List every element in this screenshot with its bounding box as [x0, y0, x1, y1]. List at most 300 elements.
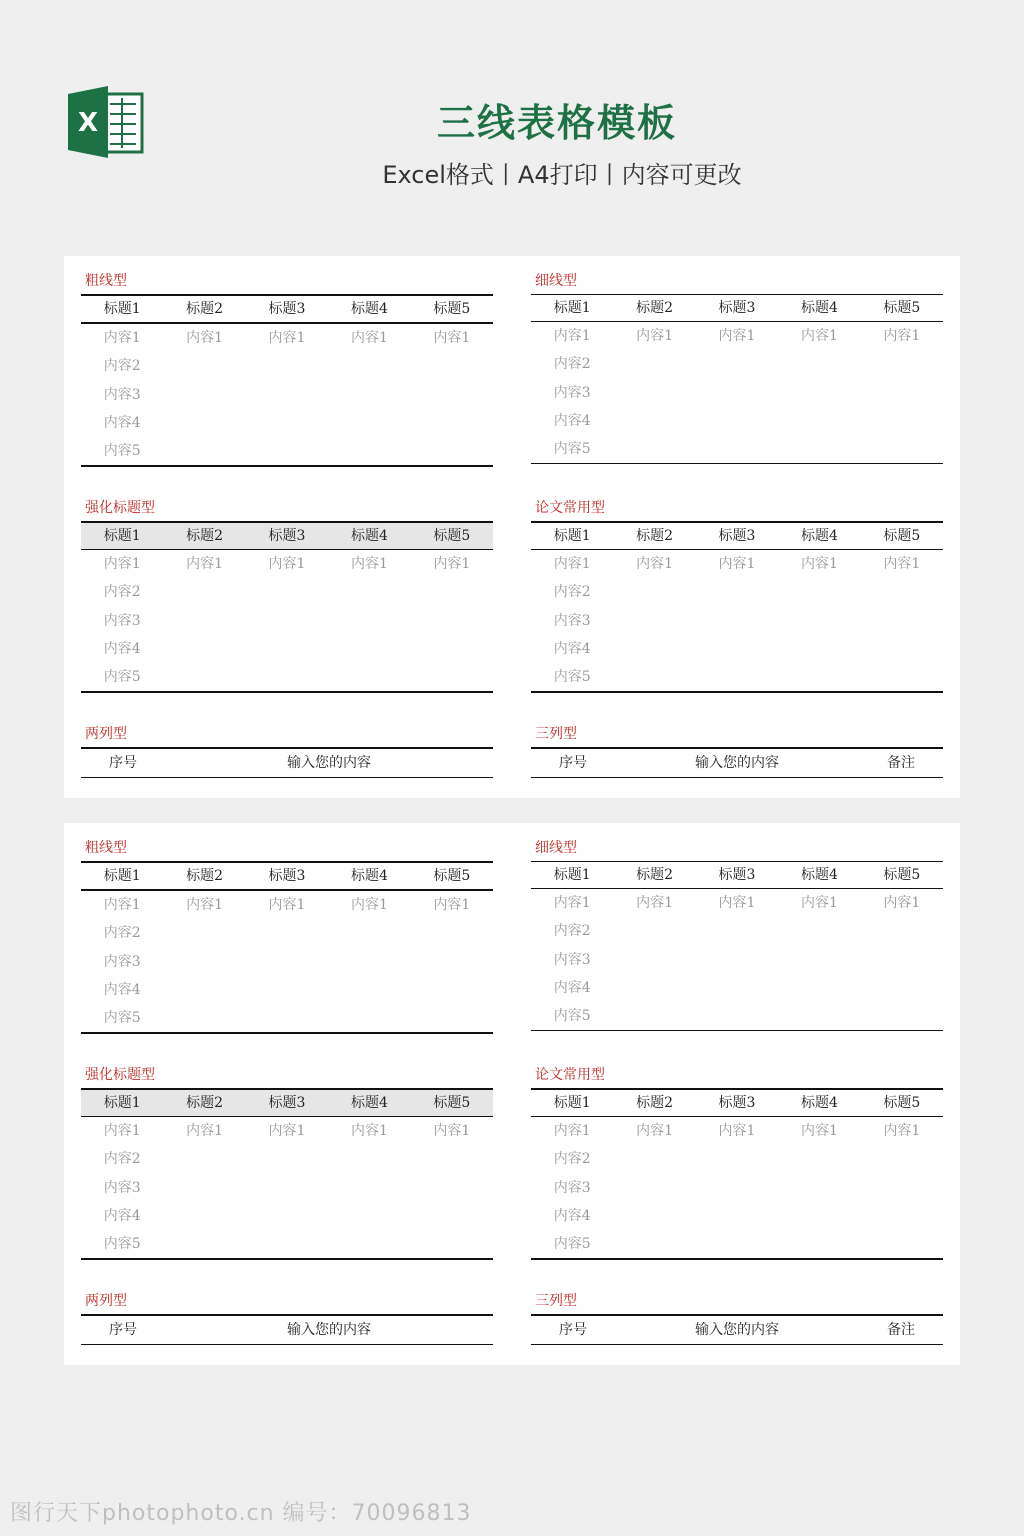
table-cell	[411, 919, 493, 947]
table-cell: 内容1	[718, 1123, 756, 1139]
table-row	[531, 1174, 943, 1202]
table-cell	[246, 948, 328, 976]
table-cell	[861, 1145, 943, 1173]
table-style-label: 两列型	[85, 726, 127, 742]
column-header: 标题2	[186, 868, 224, 884]
table-cell	[778, 435, 860, 463]
table-cell: 内容1	[350, 556, 388, 572]
table-cell	[411, 1174, 493, 1202]
table-cell: 内容2	[553, 584, 591, 601]
column-header: 标题2	[636, 867, 674, 883]
table-cell	[861, 1174, 943, 1202]
table-cell	[613, 1174, 695, 1202]
table	[531, 1088, 943, 1260]
column-header: 标题3	[718, 867, 756, 883]
table-cell	[861, 1230, 943, 1258]
column-header: 标题3	[268, 1095, 306, 1111]
table-cell: 内容4	[553, 640, 591, 657]
table-style-label: 论文常用型	[535, 1067, 605, 1083]
column-header: 标题4	[800, 867, 838, 883]
table-cell: 内容5	[103, 1236, 141, 1253]
column-header: 标题4	[350, 528, 388, 544]
table-cell	[246, 409, 328, 437]
table-bottom-rule	[81, 1258, 493, 1260]
table-header-row	[531, 294, 943, 321]
table-cell	[163, 1004, 245, 1032]
table-row	[81, 663, 493, 691]
table-cell: 内容3	[103, 386, 141, 403]
table-cell	[613, 635, 695, 663]
table-cell	[613, 974, 695, 1002]
table-cell: 内容1	[636, 328, 674, 344]
column-header: 标题1	[103, 301, 141, 317]
table-cell	[696, 1202, 778, 1230]
table-header-row	[81, 861, 493, 889]
column-header: 标题1	[103, 868, 141, 884]
table-cell	[246, 381, 328, 409]
table-cell	[411, 1230, 493, 1258]
table-row	[81, 1202, 493, 1230]
table-cell: 内容3	[553, 384, 591, 401]
table-cell	[328, 1230, 410, 1258]
table-cell	[328, 437, 410, 465]
template-panel-2	[64, 823, 960, 1365]
table-cell: 内容5	[553, 1008, 591, 1025]
table-cell	[696, 974, 778, 1002]
table-cell	[246, 635, 328, 663]
column-header: 标题5	[883, 1095, 921, 1111]
table-cell: 内容2	[553, 356, 591, 373]
table-cell	[246, 919, 328, 947]
table-cell: 内容5	[553, 441, 591, 458]
table-cell	[861, 974, 943, 1002]
table-row	[531, 663, 943, 691]
table-row	[81, 578, 493, 606]
table-style-label: 论文常用型	[535, 500, 605, 516]
column-header: 标题3	[718, 1095, 756, 1111]
column-header: 标题4	[350, 1095, 388, 1111]
excel-logo-letter: X	[77, 108, 99, 138]
table-row	[81, 607, 493, 635]
table	[531, 521, 943, 693]
table-cell: 内容1	[186, 1123, 224, 1139]
table-cell: 内容1	[268, 897, 306, 913]
table-cell	[778, 1230, 860, 1258]
table-cell: 内容1	[350, 330, 388, 346]
table-row	[81, 1230, 493, 1258]
column-header: 输入您的内容	[695, 1322, 779, 1338]
column-header: 标题3	[718, 300, 756, 316]
table-cell	[411, 1145, 493, 1173]
column-header: 备注	[887, 1322, 915, 1338]
table-cell	[163, 663, 245, 691]
table-cell	[861, 635, 943, 663]
table-cell	[778, 350, 860, 378]
table-cell: 内容1	[883, 328, 921, 344]
column-header: 标题1	[553, 1095, 591, 1111]
table-row	[531, 635, 943, 663]
table-cell	[246, 437, 328, 465]
column-header: 序号	[559, 1322, 587, 1338]
column-header: 标题4	[800, 528, 838, 544]
table-bottom-rule	[531, 1030, 943, 1031]
table-cell	[328, 919, 410, 947]
table-cell	[163, 919, 245, 947]
table-header-row	[81, 1314, 493, 1344]
table-cell	[328, 409, 410, 437]
table-row	[531, 1202, 943, 1230]
table-style-label: 粗线型	[85, 840, 127, 856]
table-cell: 内容1	[103, 897, 141, 913]
table-cell	[613, 407, 695, 435]
table-cell	[328, 381, 410, 409]
table-row	[531, 974, 943, 1002]
table-cell	[163, 381, 245, 409]
table-cell: 内容1	[433, 1123, 471, 1139]
table-cell: 内容1	[350, 897, 388, 913]
table-cell: 内容1	[718, 328, 756, 344]
table-cell: 内容1	[636, 556, 674, 572]
table	[81, 747, 493, 778]
table-cell	[696, 635, 778, 663]
table-cell	[696, 350, 778, 378]
table-cell	[696, 435, 778, 463]
table-header-row	[81, 747, 493, 777]
table-cell	[328, 1004, 410, 1032]
table-cell	[696, 407, 778, 435]
table-cell: 内容1	[553, 556, 591, 572]
table-cell	[778, 578, 860, 606]
table-cell: 内容1	[103, 556, 141, 572]
table-row	[81, 1004, 493, 1032]
table-cell	[861, 350, 943, 378]
table-cell	[163, 1230, 245, 1258]
table-cell	[613, 607, 695, 635]
table-cell	[613, 1002, 695, 1030]
table-cell	[613, 1145, 695, 1173]
table-cell	[613, 350, 695, 378]
table-header-row	[531, 1314, 943, 1344]
table-row	[81, 409, 493, 437]
table-cell	[778, 917, 860, 945]
column-header: 序号	[109, 755, 137, 771]
table-cell	[696, 1002, 778, 1030]
table-cell	[163, 578, 245, 606]
table-cell	[246, 352, 328, 380]
table-bottom-rule	[531, 691, 943, 693]
table-cell	[861, 607, 943, 635]
table-cell	[163, 1174, 245, 1202]
column-header: 序号	[559, 755, 587, 771]
table-cell: 内容1	[883, 1123, 921, 1139]
table-header-row	[531, 1088, 943, 1116]
table-cell	[411, 976, 493, 1004]
table-row	[531, 435, 943, 463]
table-row	[81, 919, 493, 947]
table-cell	[246, 607, 328, 635]
table-bottom-rule	[81, 1344, 493, 1345]
table-cell: 内容2	[103, 1151, 141, 1168]
table-row	[531, 607, 943, 635]
table-cell	[778, 663, 860, 691]
table-cell	[246, 663, 328, 691]
table-row	[81, 1174, 493, 1202]
table-cell	[696, 379, 778, 407]
table-cell: 内容3	[553, 612, 591, 629]
table-row	[531, 1230, 943, 1258]
table-cell: 内容1	[800, 328, 838, 344]
table-header-row	[531, 747, 943, 777]
table-cell	[696, 607, 778, 635]
table-row	[81, 1145, 493, 1173]
table-cell	[696, 1230, 778, 1258]
column-header: 标题1	[553, 300, 591, 316]
table-cell: 内容1	[883, 895, 921, 911]
template-panel-1	[64, 256, 960, 798]
table-style-label: 细线型	[535, 273, 577, 289]
table-cell: 内容1	[103, 1123, 141, 1139]
table-cell	[613, 435, 695, 463]
table-row	[81, 889, 493, 919]
table-cell	[861, 407, 943, 435]
table-cell	[696, 946, 778, 974]
table-cell: 内容1	[268, 556, 306, 572]
table-cell: 内容1	[553, 895, 591, 911]
column-header: 标题2	[186, 301, 224, 317]
table-row	[531, 888, 943, 917]
table-cell: 内容3	[553, 951, 591, 968]
table-cell	[163, 1145, 245, 1173]
table	[81, 1314, 493, 1345]
column-header: 备注	[887, 755, 915, 771]
table	[531, 747, 943, 778]
table-cell: 内容4	[103, 981, 141, 998]
table	[531, 1314, 943, 1345]
column-header: 标题1	[553, 867, 591, 883]
table-row	[531, 1145, 943, 1173]
table-cell: 内容1	[553, 1123, 591, 1139]
table-row	[531, 379, 943, 407]
table-cell: 内容1	[186, 897, 224, 913]
table-cell: 内容2	[103, 358, 141, 375]
table-bottom-rule	[81, 465, 493, 467]
table-cell: 内容1	[883, 556, 921, 572]
table-cell: 内容5	[553, 669, 591, 686]
table-cell	[163, 976, 245, 1004]
table-cell	[411, 635, 493, 663]
column-header: 标题3	[268, 868, 306, 884]
table-header-row	[81, 521, 493, 549]
table-cell	[613, 1230, 695, 1258]
table-row	[531, 578, 943, 606]
table-cell: 内容2	[553, 923, 591, 940]
table-cell	[411, 1004, 493, 1032]
table-cell	[613, 917, 695, 945]
table-row	[81, 1116, 493, 1145]
table-header-row	[81, 1088, 493, 1116]
table-cell	[411, 578, 493, 606]
column-header: 标题4	[800, 1095, 838, 1111]
table-cell	[246, 1174, 328, 1202]
table-row	[81, 948, 493, 976]
table-cell: 内容4	[103, 414, 141, 431]
column-header: 标题2	[186, 528, 224, 544]
table-cell: 内容1	[800, 1123, 838, 1139]
table-row	[81, 437, 493, 465]
table-style-label: 强化标题型	[85, 1067, 155, 1083]
column-header: 标题3	[718, 528, 756, 544]
table-cell	[163, 437, 245, 465]
table-cell	[861, 946, 943, 974]
table-cell	[328, 948, 410, 976]
table-row	[531, 917, 943, 945]
table-cell: 内容1	[636, 895, 674, 911]
table-row	[81, 635, 493, 663]
table-cell: 内容1	[718, 895, 756, 911]
table-cell: 内容1	[268, 330, 306, 346]
table-cell	[861, 917, 943, 945]
table-cell: 内容3	[103, 612, 141, 629]
table-cell: 内容2	[553, 1151, 591, 1168]
table-cell	[163, 607, 245, 635]
table-cell	[328, 352, 410, 380]
table-cell	[328, 663, 410, 691]
column-header: 标题5	[433, 868, 471, 884]
column-header: 输入您的内容	[287, 755, 371, 771]
table-cell: 内容1	[553, 328, 591, 344]
table-cell	[778, 635, 860, 663]
table-cell	[613, 663, 695, 691]
table-cell: 内容1	[103, 330, 141, 346]
table-cell	[328, 578, 410, 606]
column-header: 标题1	[103, 1095, 141, 1111]
table-cell	[246, 1145, 328, 1173]
table-cell: 内容4	[103, 1207, 141, 1224]
table-row	[531, 549, 943, 578]
table-cell	[778, 1145, 860, 1173]
table-cell	[861, 379, 943, 407]
table-cell	[778, 379, 860, 407]
table-cell	[613, 379, 695, 407]
table-style-label: 粗线型	[85, 273, 127, 289]
table-cell	[778, 1002, 860, 1030]
table-cell	[163, 352, 245, 380]
table-cell	[778, 1202, 860, 1230]
table-cell	[696, 1145, 778, 1173]
column-header: 标题1	[553, 528, 591, 544]
table-bottom-rule	[531, 1258, 943, 1260]
table-cell	[613, 1202, 695, 1230]
table-cell	[861, 578, 943, 606]
table-cell	[246, 976, 328, 1004]
table-cell	[246, 1202, 328, 1230]
table-cell: 内容1	[433, 330, 471, 346]
table-cell: 内容1	[800, 556, 838, 572]
column-header: 标题3	[268, 528, 306, 544]
table-cell: 内容2	[103, 584, 141, 601]
table-cell	[778, 407, 860, 435]
table	[81, 521, 493, 693]
table-cell	[328, 976, 410, 1004]
table-cell	[328, 1174, 410, 1202]
column-header: 标题5	[883, 867, 921, 883]
table-style-label: 三列型	[535, 726, 577, 742]
table-row	[531, 1116, 943, 1145]
table-cell	[861, 663, 943, 691]
table-cell	[696, 578, 778, 606]
table-cell: 内容3	[103, 1179, 141, 1196]
table-cell: 内容1	[433, 897, 471, 913]
table-cell: 内容1	[636, 1123, 674, 1139]
table-cell	[328, 1145, 410, 1173]
table-style-label: 细线型	[535, 840, 577, 856]
watermark: 图行天下photophoto.cn 编号：70096813	[10, 1501, 472, 1526]
column-header: 标题2	[636, 1095, 674, 1111]
table-cell	[861, 1002, 943, 1030]
column-header: 标题4	[800, 300, 838, 316]
column-header: 标题2	[186, 1095, 224, 1111]
table-cell	[411, 381, 493, 409]
table-cell	[861, 1202, 943, 1230]
table-cell	[411, 607, 493, 635]
table-row	[81, 352, 493, 380]
table-cell	[696, 917, 778, 945]
table-bottom-rule	[531, 463, 943, 464]
table-cell	[411, 437, 493, 465]
table-cell	[328, 1202, 410, 1230]
table-style-label: 两列型	[85, 1293, 127, 1309]
table	[531, 861, 943, 1031]
column-header: 标题2	[636, 528, 674, 544]
table-cell	[778, 974, 860, 1002]
table-cell	[411, 948, 493, 976]
table-row	[81, 381, 493, 409]
column-header: 标题2	[636, 300, 674, 316]
table-cell: 内容4	[553, 1207, 591, 1224]
page-subtitle: Excel格式丨A4打印丨内容可更改	[382, 161, 742, 189]
page-title: 三线表格模板	[436, 101, 677, 145]
table-cell	[163, 409, 245, 437]
table	[531, 294, 943, 464]
table-cell	[778, 946, 860, 974]
table	[81, 861, 493, 1034]
column-header: 标题4	[350, 868, 388, 884]
table-row	[531, 407, 943, 435]
table-cell	[778, 1174, 860, 1202]
table-cell: 内容1	[186, 330, 224, 346]
table-cell	[861, 435, 943, 463]
table-bottom-rule	[81, 1032, 493, 1034]
table-cell	[613, 946, 695, 974]
table-cell: 内容3	[103, 953, 141, 970]
table-cell	[778, 607, 860, 635]
table-header-row	[81, 294, 493, 322]
table-cell: 内容1	[800, 895, 838, 911]
table-bottom-rule	[81, 691, 493, 693]
column-header: 输入您的内容	[287, 1322, 371, 1338]
table-cell	[246, 1230, 328, 1258]
table-cell: 内容1	[718, 556, 756, 572]
table-cell	[696, 663, 778, 691]
table-cell: 内容3	[553, 1179, 591, 1196]
table-cell	[696, 1174, 778, 1202]
table-cell: 内容5	[553, 1236, 591, 1253]
table-style-label: 三列型	[535, 1293, 577, 1309]
table-header-row	[531, 861, 943, 888]
table-cell	[411, 352, 493, 380]
column-header: 标题5	[433, 528, 471, 544]
table-row	[531, 1002, 943, 1030]
